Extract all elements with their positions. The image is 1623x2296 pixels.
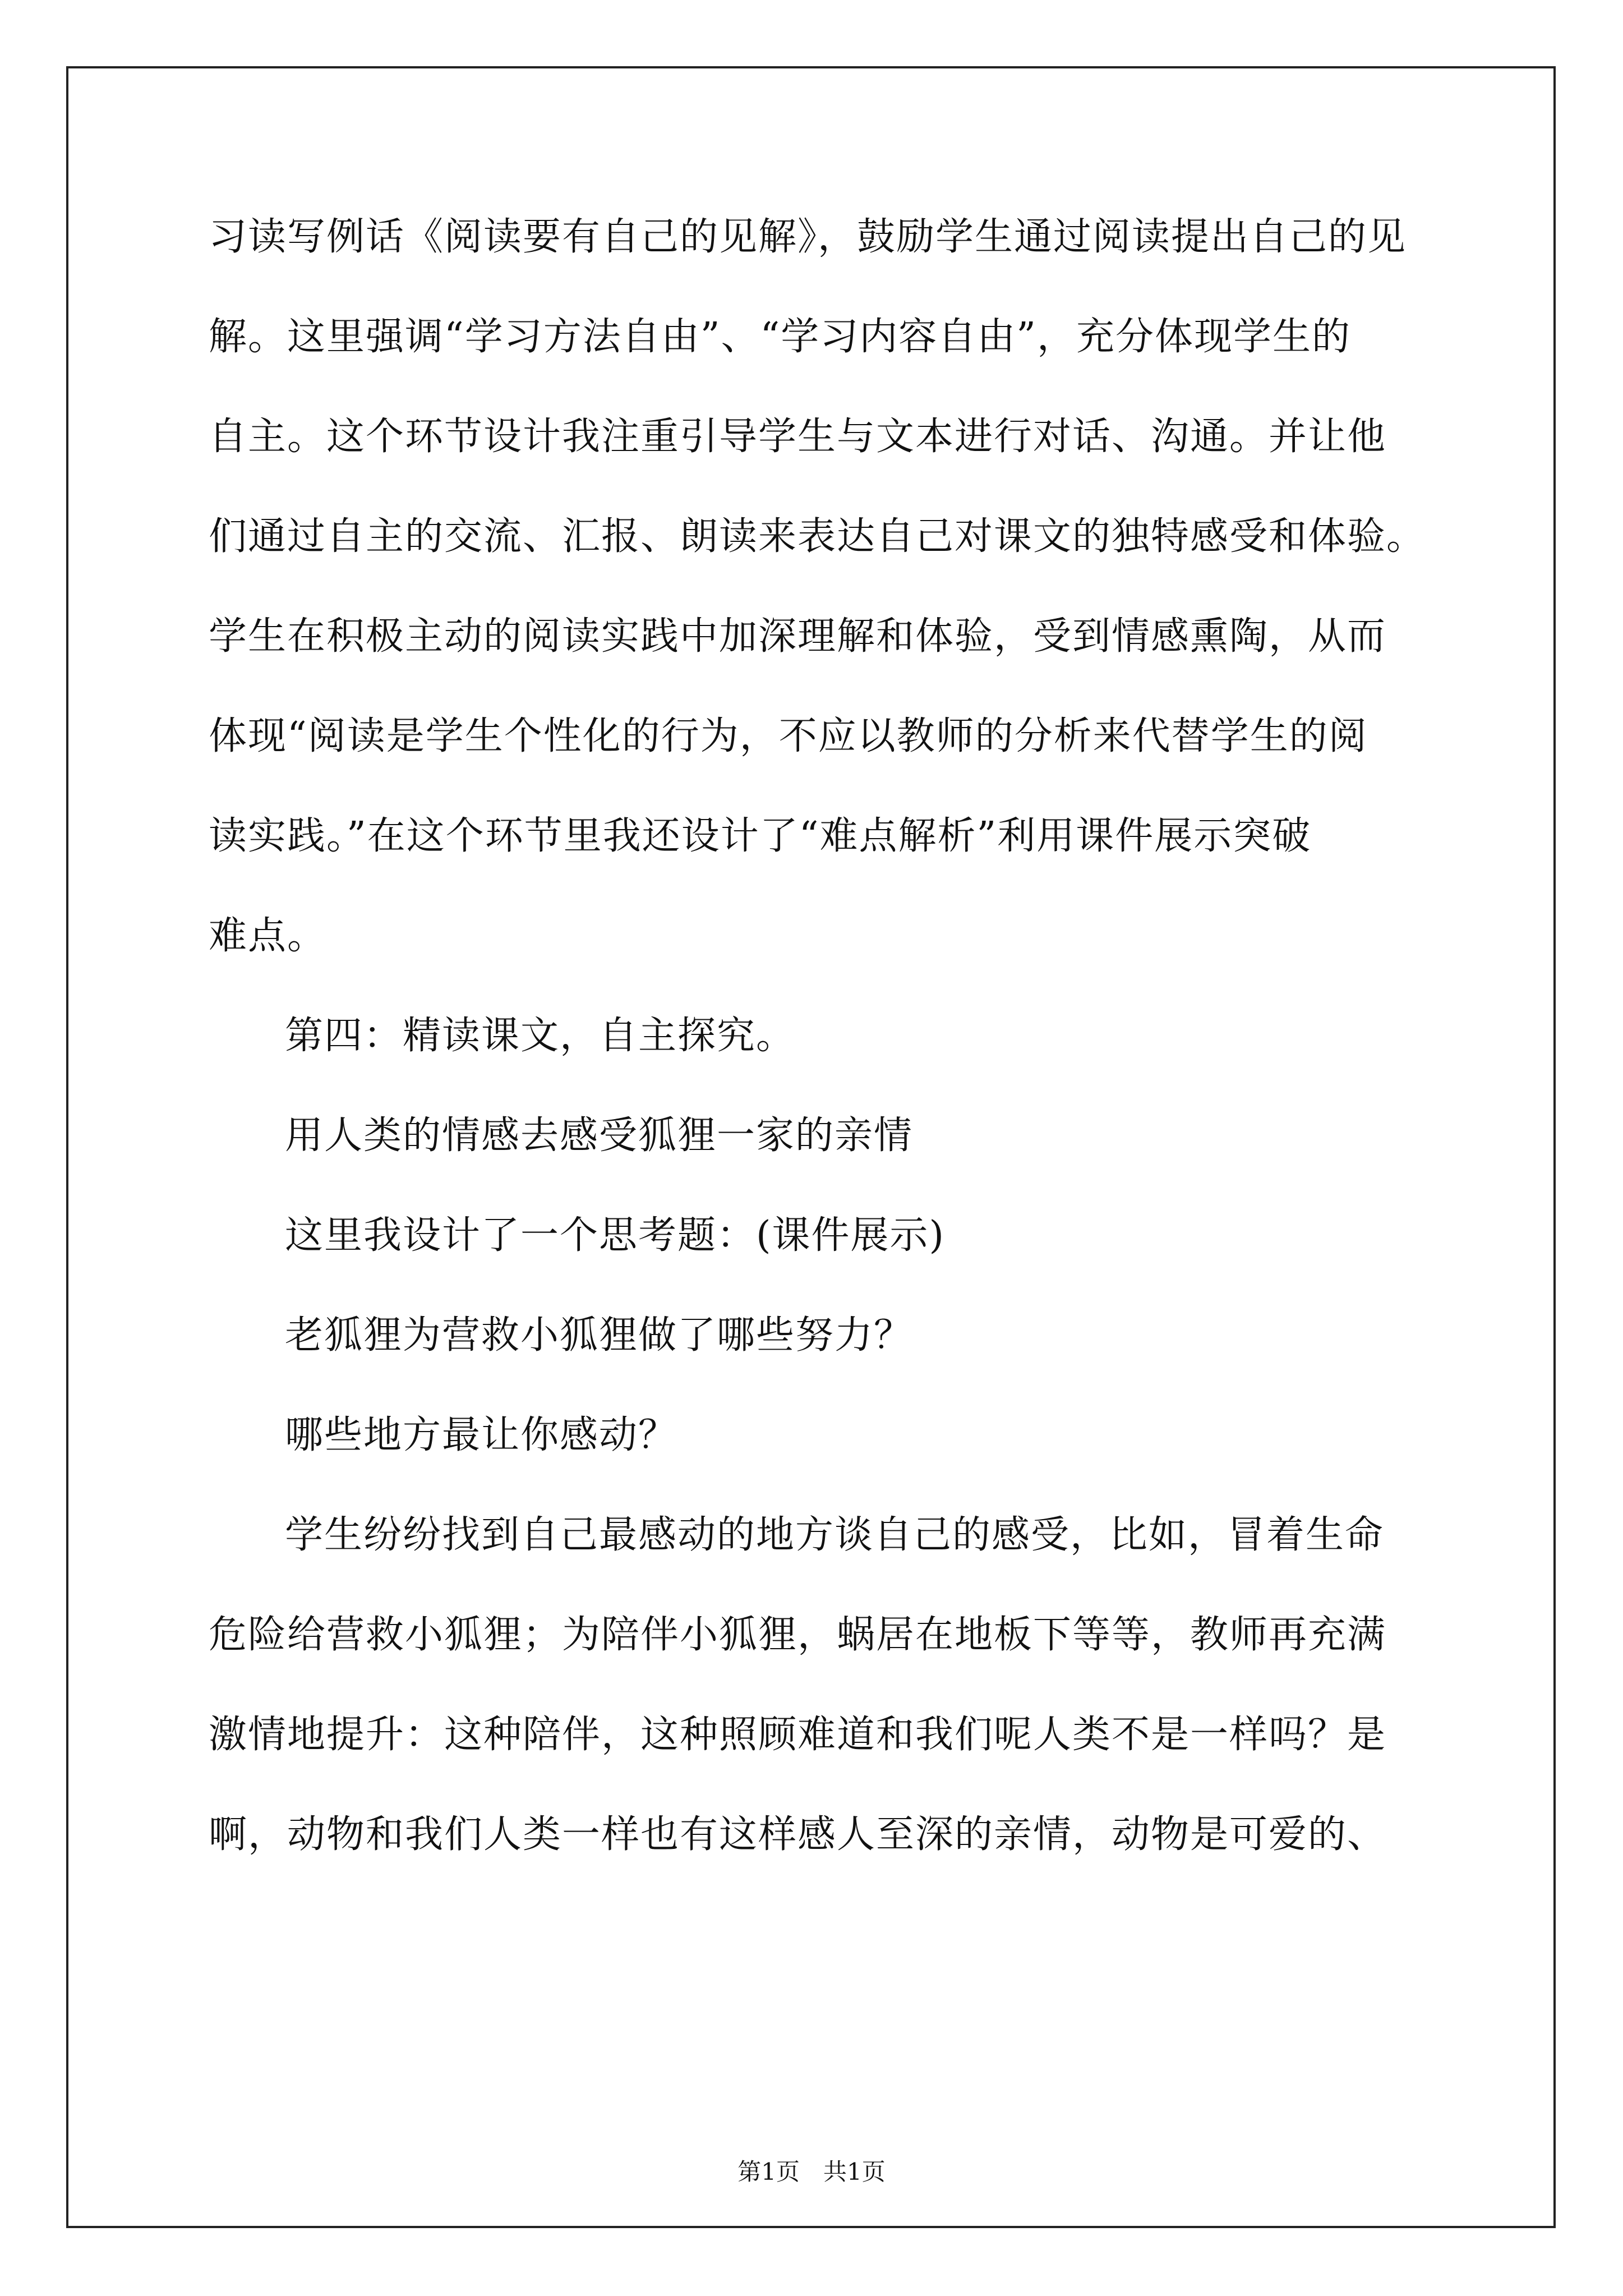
question-line: 老狐狸为营救小狐狸做了哪些努力？ xyxy=(285,1313,914,1358)
text-line: 体现“阅读是学生个性化的行为，不应以教师的分析来代替学生的阅 xyxy=(209,714,1368,758)
text-line: 激情地提升：这种陪伴，这种照顾难道和我们呢人类不是一样吗？是 xyxy=(209,1713,1387,1757)
question-line: 哪些地方最让你感动？ xyxy=(285,1413,678,1457)
text-line: 难点。 xyxy=(209,914,327,958)
text-line: 习读写例话《阅读要有自己的见解》，鼓励学生通过阅读提出自己的见 xyxy=(209,215,1407,259)
page-footer: 第1页 共1页 xyxy=(737,2158,886,2185)
text-line: 解。这里强调“学习方法自由”、“学习内容自由”，充分体现学生的 xyxy=(209,315,1352,359)
text-line: 啊，动物和我们人类一样也有这样感人至深的亲情，动物是可爱的、 xyxy=(209,1812,1387,1857)
text-line: 学生在积极主动的阅读实践中加深理解和体验，受到情感熏陶，从而 xyxy=(209,614,1387,659)
section-heading: 第四：精读课文，自主探究。 xyxy=(285,1014,796,1058)
text-line: 读实践。”在这个环节里我还设计了“难点解析”利用课件展示突破 xyxy=(209,814,1312,858)
text-line: 危险给营救小狐狸；为陪伴小狐狸，蜗居在地板下等等，教师再充满 xyxy=(209,1613,1387,1657)
text-line: 自主。这个环节设计我注重引导学生与文本进行对话、沟通。并让他 xyxy=(209,415,1387,459)
text-line: 们通过自主的交流、汇报、朗读来表达自己对课文的独特感受和体验。 xyxy=(209,514,1426,559)
text-line: 用人类的情感去感受狐狸一家的亲情 xyxy=(285,1114,914,1158)
text-line: 这里我设计了一个思考题：(课件展示) xyxy=(285,1213,946,1258)
text-line: 学生纷纷找到自己最感动的地方谈自己的感受，比如，冒着生命 xyxy=(285,1513,1385,1557)
